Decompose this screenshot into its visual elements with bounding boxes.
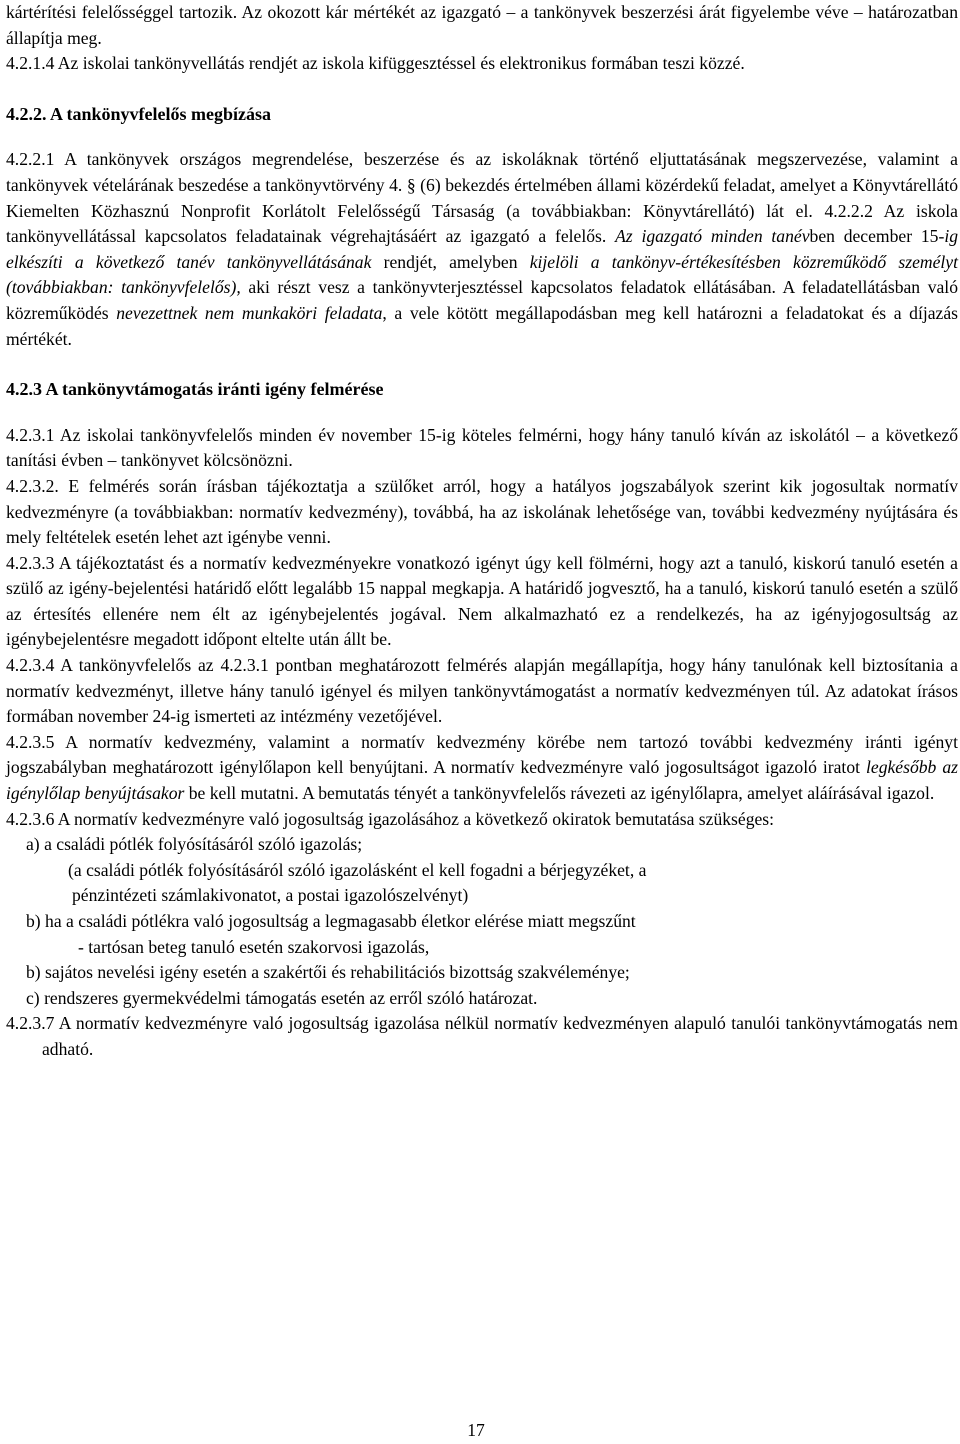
paragraph-4-2-3-1: 4.2.3.1 Az iskolai tankönyvfelelős minden év november 15-ig köteles felmérni, hogy hány tanuló kíván az iskolától – a következő tanítási évben – tankönyvet kölcsönözni. (6, 424, 958, 471)
heading-4-2-2: 4.2.2. A tankönyvfelelős megbízása (6, 103, 272, 124)
paragraph-4-2-2-1 (6, 147, 958, 352)
list-item-a-note-2: pénzintézeti számlakivonatot, a postai igazolószelvényt) (72, 885, 469, 906)
paragraph-4-2-3-5 (6, 730, 958, 807)
text-4-2-3-5-a: 4.2.3.5 A normatív kedvezmény, valamint a normatív kedvezmény körébe nem tartozó további kedvezmény iránti igényt jogszabályban meghatározott igénylőlapon kell benyújtani. A normatív kedvezményre való jogosultságot igazoló iratot (6, 731, 958, 778)
italic-elkesziti: ig elkészíti a következő tanév tankönyvellátásának (6, 226, 958, 272)
paragraph-4-2-3-6: 4.2.3.6 A normatív kedvezményre való jogosultság igazolásához a következő okiratok bemutatása szükséges: (6, 808, 775, 829)
text-4-2-2-1-body: 4.2.2.1 A tankönyvek országos megrendelése, beszerzése és az iskoláknak történő eljuttatásának megszervezése, valamint a tankönyvek vételárának beszedése a tankönyvtörvény 4. § (6) bekezdés értelmében állami közérdekű feladat, amelyet a Könyvtárellátó Kiemelten Közhasznú Nonprofit Korlátolt Felelősségű Társaság (a továbbiakban: Könyvtárellátó) lát el. 4.2.2.2 Az iskola tankönyvellátással kapcsolatos feladatainak végrehajtásáért az igazgató a felelős. (6, 149, 958, 247)
text-megallapodas: , a vele kötött megállapodásban meg kell határozni a feladatokat és a díjazás mértékét. (6, 302, 959, 349)
italic-tanev: n tanév (753, 226, 810, 247)
italic-kijeloli: kijelöli a tankönyv-értékesítésben közreműködő személyt (továbbiakban: tankönyvfelelős), (6, 251, 958, 298)
paragraph-4-2-3-7: 4.2.3.7 A normatív kedvezményre való jogosultság igazolása nélkül normatív kedvezményen alapuló tanulói tankönyvtámogatás nem adható. (6, 1013, 958, 1059)
paragraph-4-2-3-3: 4.2.3.3 A tájékoztatást és a normatív kedvezményekre vonatkozó igényt úgy kell fölmérni, hogy azt a tanuló, kiskorú tanuló esetén a szülő az igény-bejelentési határidő előtt legalább 15 nappal megkapja. A határidő jogvesztő, ha a tanuló, kiskorú tanuló esetén a szülő az értesítés ellenére nem élt az igénybejelentés jogával. Nem alkalmazható ez a rendelkezés, ha az igényjogosultság az igénybejelentésre megadott időpont eltelte után állt be. (6, 552, 958, 650)
list-item-b-1-sub: - tartósan beteg tanuló esetén szakorvosi igazolás, (78, 936, 430, 957)
text-4-2-3-5-b: be kell mutatni. A bemutatás tényét a tankönyvfelelős rávezeti az igénylőlapra, amelyet aláírásával igazol. (184, 783, 935, 804)
paragraph-4-2-3-4: 4.2.3.4 A tankönyvfelelős az 4.2.3.1 pontban meghatározott felmérés alapján megállapítja, hogy hány tanulónak kell biztosítania a normatív kedvezményt, illetve hány tanuló igényel és milyen tankönyvtámogatást a normatív kedvezményen túl. Az adatokat írásos formában november 24-ig ismerteti az intézmény vezetőjével. (6, 655, 958, 727)
list-item-a-note-1: (a családi pótlék folyósításáról szóló igazolásként el kell fogadni a bérjegyzéket, a (68, 859, 647, 880)
paragraph-damage-liability: kártérítési felelősséggel tartozik. Az okozott kár mértékét az igazgató – a tankönyvek beszerzési árát figyelembe véve – határozatban állapítja meg. (6, 2, 958, 48)
list-item-a: a) a családi pótlék folyósításáról szóló igazolás; (26, 834, 363, 855)
text-reszt-vesz: aki részt vesz a tankönyvterjesztéssel kapcsolatos feladatok ellátásában. A feladatellátásban való közreműködés (6, 277, 958, 323)
text-rendjet: rendjét, amelyben (371, 251, 530, 272)
text-december: ben december 15- (809, 226, 945, 247)
document-page (6, 0, 958, 1442)
paragraph-4-2-3-2: 4.2.3.2. E felmérés során írásban tájékoztatja a szülőket arról, hogy a hatályos jogszabályok szerint kik jogosultak normatív kedvezményre (a továbbiakban: normatív kedvezmény), továbbá, ha az iskolának lehetősége van, további kedvezmény nyújtására és mely feltételek esetén lehet azt igénybe venni. (6, 475, 958, 548)
heading-4-2-3: 4.2.3 A tankönyvtámogatás iránti igény felmérése (6, 379, 384, 400)
list-item-c: c) rendszeres gyermekvédelmi támogatás esetén az erről szóló határozat. (26, 987, 538, 1008)
page-number: 17 (467, 1420, 485, 1440)
italic-igazgato: Az igazgató minde (615, 226, 754, 247)
italic-legkesobb: legkésőbb az igénylőlap benyújtásakor (6, 757, 958, 804)
list-item-b-1: b) ha a családi pótlékra való jogosultság a legmagasabb életkor elérése miatt megszűnt (26, 911, 636, 931)
paragraph-4-2-1-4: 4.2.1.4 Az iskolai tankönyvellátás rendjét az iskola kifüggesztéssel és elektronikus formában teszi közzé. (6, 53, 745, 74)
list-item-b-2: b) sajátos nevelési igény esetén a szakértői és rehabilitációs bizottság szakvéleménye; (26, 962, 630, 983)
italic-nevezettnek: nevezettnek nem munkaköri feladata (116, 302, 383, 323)
